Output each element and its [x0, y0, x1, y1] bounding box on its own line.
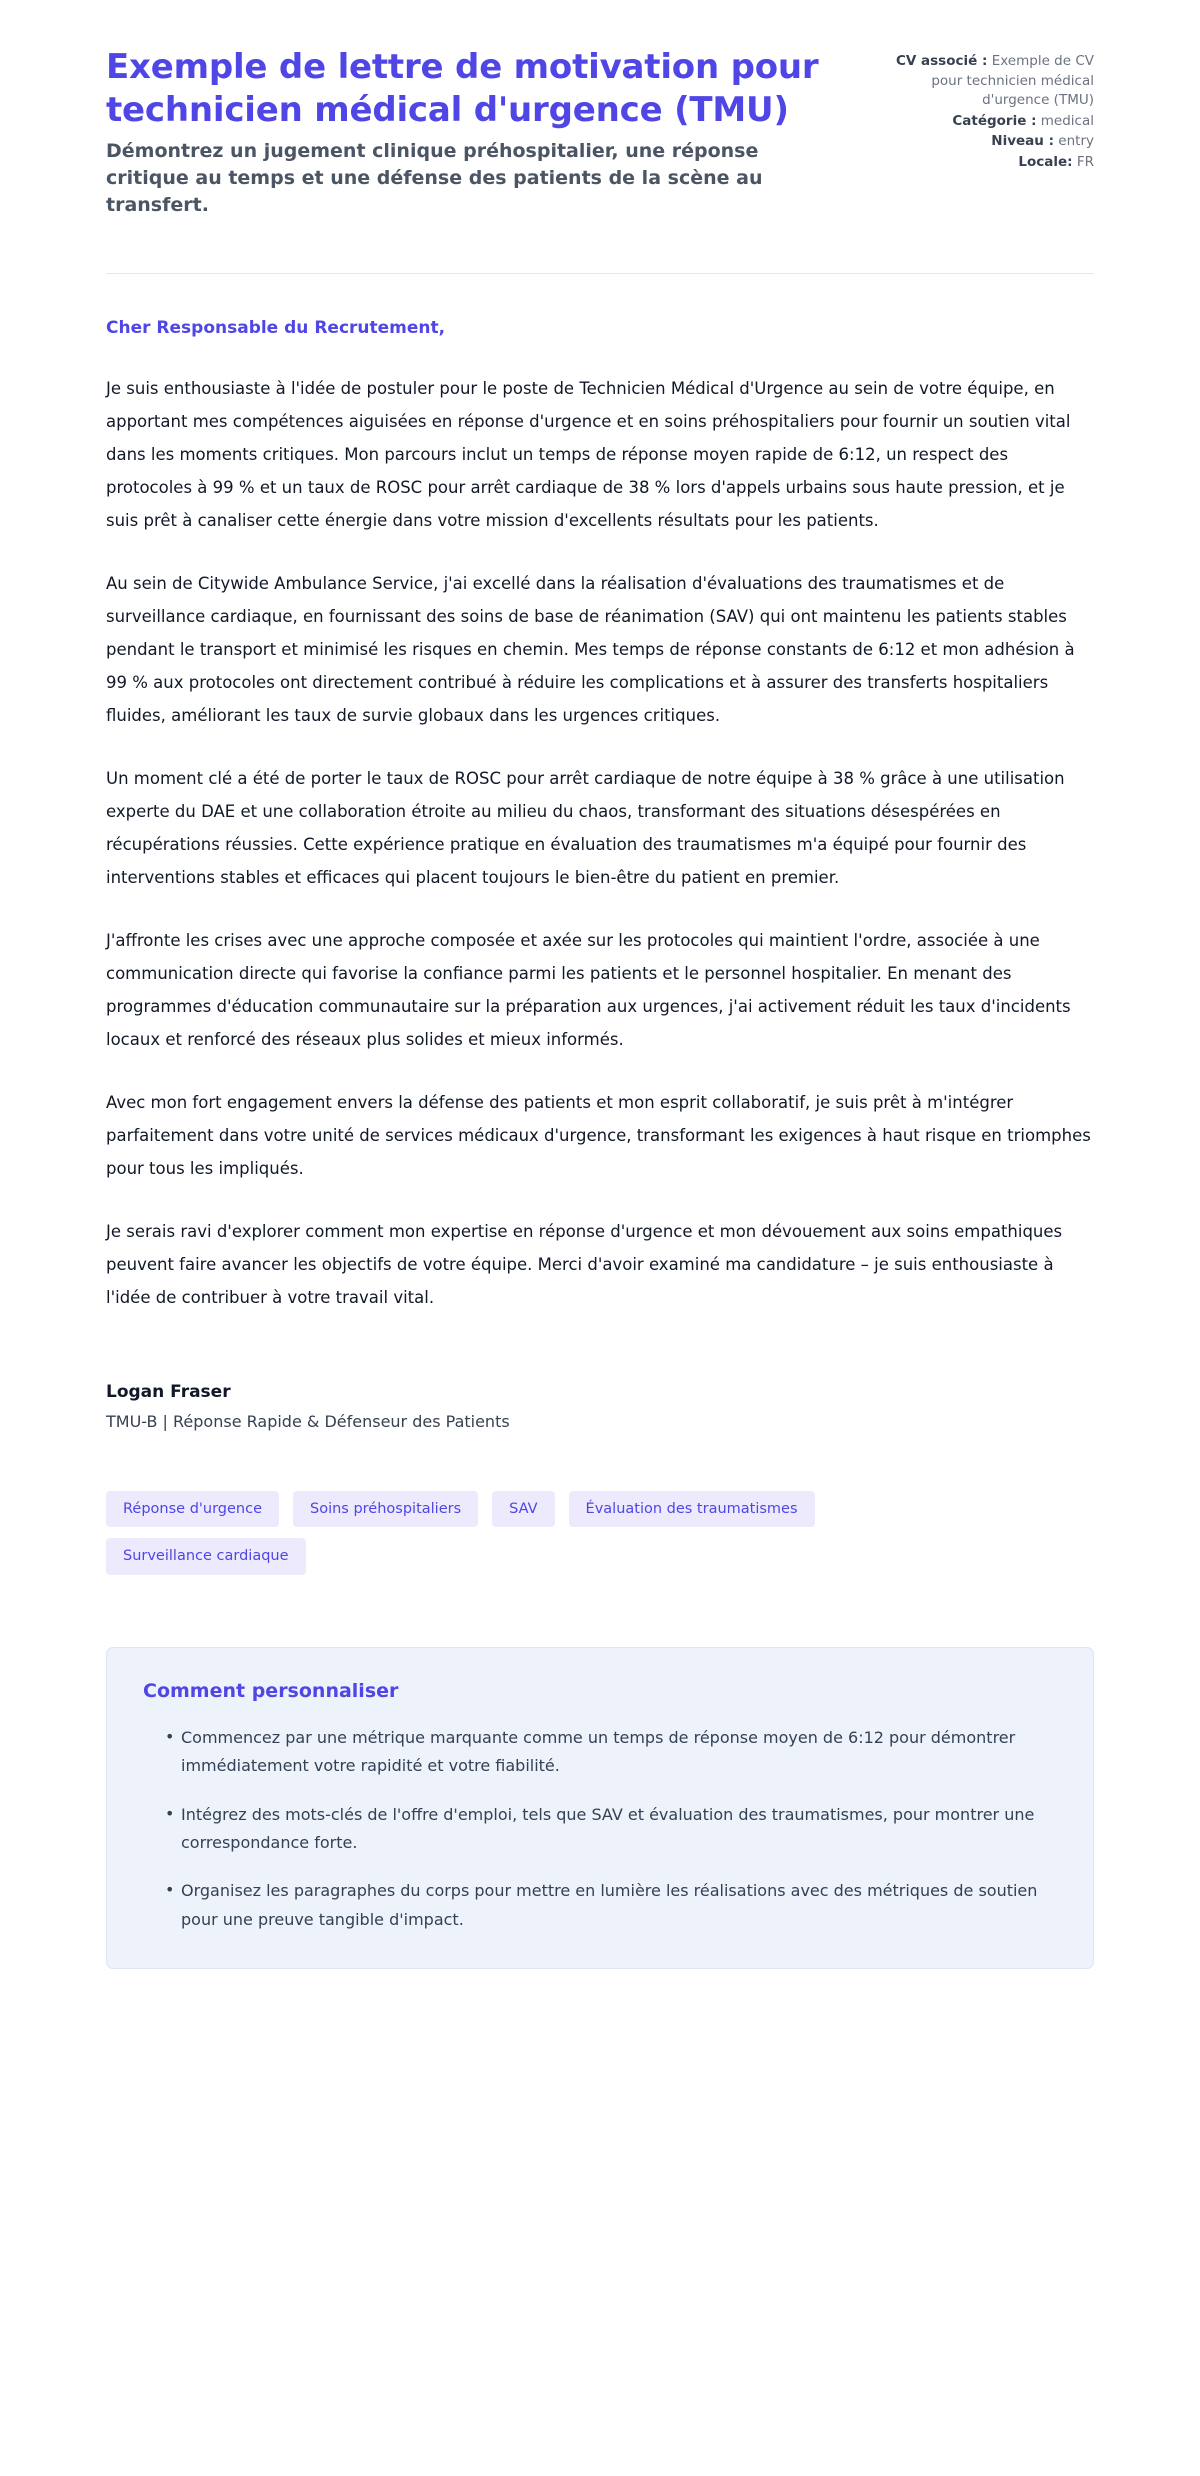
meta-row-locale — [862, 153, 1094, 173]
meta-value-category: medical — [1040, 112, 1094, 129]
callout-list — [143, 1724, 1057, 1935]
meta-row-resume — [862, 52, 1094, 111]
tag-chip[interactable]: SAV — [492, 1491, 554, 1528]
letter-paragraph: Avec mon fort engagement envers la défense des patients et mon esprit collaboratif, je suis prêt à m'intégrer parfaitement dans votre unité de services médicaux d'urgence, transformant les exigences à haut risque en triomphes pour tous les impliqués. — [106, 1092, 1091, 1178]
callout-list-item: • Commencez par une métrique marquante comme un temps de réponse moyen de 6:12 pour démontrer immédiatement votre rapidité et votre fiabilité. — [165, 1724, 1057, 1781]
tag-list — [106, 1491, 906, 1575]
meta-row-category — [862, 112, 1094, 132]
tag-chip[interactable]: Réponse d'urgence — [106, 1491, 279, 1528]
meta-label-resume: CV associé : — [895, 53, 988, 69]
tag-chip[interactable]: Soins préhospitaliers — [293, 1491, 478, 1528]
meta-value-level: entry — [1058, 133, 1094, 150]
page-title: Exemple de lettre de motivation pour technicien médical d'urgence (TMU) — [106, 47, 819, 130]
meta-label-level: Niveau : — [991, 133, 1054, 150]
letter-paragraph: Au sein de Citywide Ambulance Service, j'ai excellé dans la réalisation d'évaluations des traumatismes et de surveillance cardiaque, en fournissant des soins de base de réanimation (SAV) qui ont maintenu les patients stables pendant le transport et minimisé les risques en chemin. Mes temps de réponse constants de 6:12 et mon adhésion à 99 % aux protocoles ont directement contribué à réduire les complications et à assurer des transferts hospitaliers fluides, améliorant les taux de survie globaux dans les urgences critiques. — [106, 573, 1075, 725]
tag-chip[interactable]: Évaluation des traumatismes — [569, 1491, 815, 1528]
letter-paragraph: Un moment clé a été de porter le taux de ROSC pour arrêt cardiaque de notre équipe à 38 % grâce à une utilisation experte du DAE et une collaboration étroite au milieu du chaos, transformant des situations désespérées en récupérations réussies. Cette expérience pratique en évaluation des traumatismes m'a équipé pour fournir des interventions stables et efficaces qui placent toujours le bien-être du patient en premier. — [106, 768, 1065, 887]
letter-paragraph: Je suis enthousiaste à l'idée de postuler pour le poste de Technicien Médical d'Urgence au sein de votre équipe, en apportant mes compétences aiguisées en réponse d'urgence et en soins préhospitaliers pour fournir un soutien vital dans les moments critiques. Mon parcours inclut un temps de réponse moyen rapide de 6:12, un respect des protocoles à 99 % et un taux de ROSC pour arrêt cardiaque de 38 % lors d'appels urbains sous haute pression, et je suis prêt à canaliser cette énergie dans votre mission d'excellents résultats pour les patients. — [106, 378, 1071, 530]
meta-row-level — [862, 132, 1094, 152]
letter-paragraph: J'affronte les crises avec une approche composée et axée sur les protocoles qui maintient l'ordre, associée à une communication directe qui favorise la confiance parmi les patients et le personnel hospitalier. En menant des programmes d'éducation communautaire sur la préparation aux urgences, j'ai activement réduit les taux d'incidents locaux et renforcé des réseaux plus solides et mieux informés. — [106, 930, 1071, 1049]
signature-block — [106, 1382, 1094, 1431]
header-text-block — [106, 46, 826, 219]
cover-letter-body — [106, 274, 1094, 1314]
meta-value-resume: Exemple de CV pour technicien médical d'urgence (TMU) — [931, 53, 1094, 109]
signature-name: Logan Fraser — [106, 1381, 231, 1402]
callout-list-item: • Intégrez des mots-clés de l'offre d'emploi, tels que SAV et évaluation des traumatismes, pour montrer une correspondance forte. — [165, 1801, 1057, 1858]
page-subtitle: Démontrez un jugement clinique préhospitalier, une réponse critique au temps et une défense des patients de la scène au transfert. — [106, 139, 763, 216]
letter-paragraph: Je serais ravi d'explorer comment mon expertise en réponse d'urgence et mon dévouement aux soins empathiques peuvent faire avancer les objectifs de votre équipe. Merci d'avoir examiné ma candidature – je suis enthousiaste à l'idée de contribuer à votre travail vital. — [106, 1221, 1063, 1307]
meta-label-locale: Locale: — [1018, 153, 1073, 170]
letter-paragraphs — [106, 372, 1094, 1314]
salutation: Cher Responsable du Recrutement, — [106, 317, 446, 338]
callout-list-item: • Organisez les paragraphes du corps pour mettre en lumière les réalisations avec des métriques de soutien pour une preuve tangible d'impact. — [165, 1877, 1057, 1934]
signature-role: TMU-B | Réponse Rapide & Défenseur des Patients — [106, 1411, 510, 1431]
meta-value-locale: FR — [1076, 153, 1094, 170]
meta-label-category: Catégorie : — [952, 112, 1037, 129]
tag-chip[interactable]: Surveillance cardiaque — [106, 1538, 306, 1575]
customization-callout — [106, 1647, 1094, 1970]
page-header — [106, 46, 1094, 219]
document-metadata — [862, 46, 1094, 173]
callout-title: Comment personnaliser — [143, 1679, 399, 1702]
